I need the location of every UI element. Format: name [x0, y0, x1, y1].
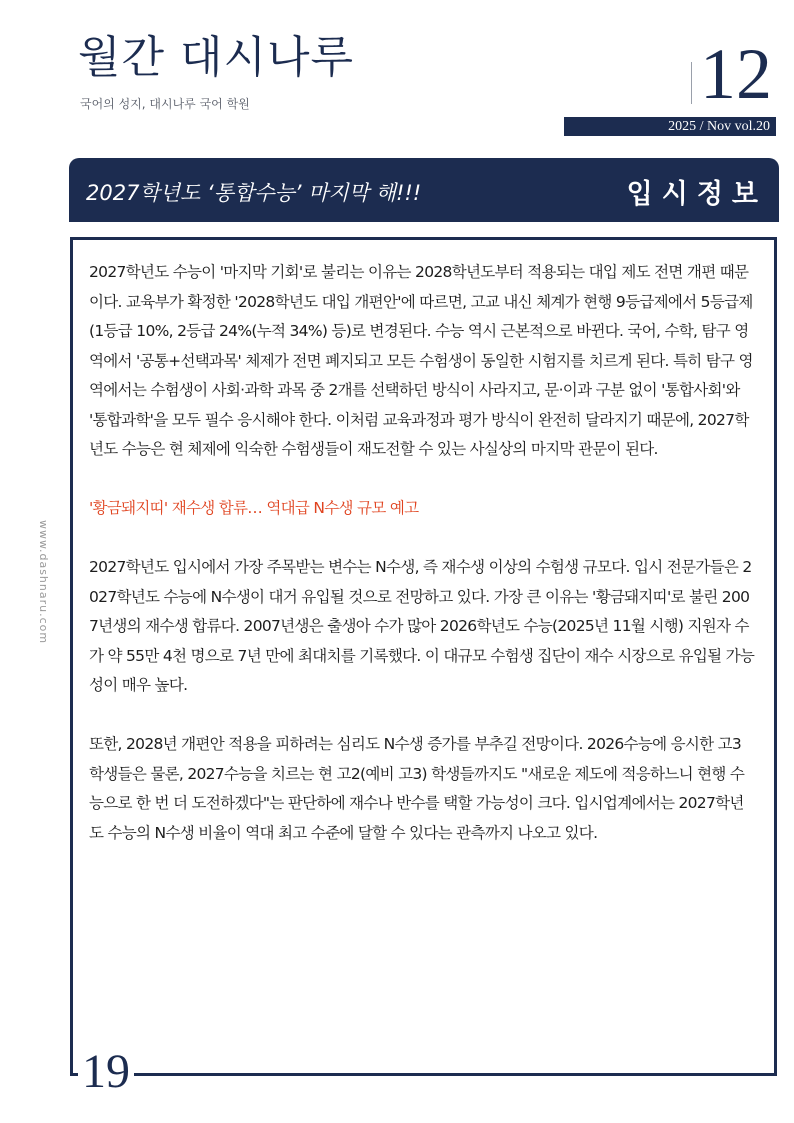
- issue-number: 12: [700, 34, 772, 114]
- website-url: www.dashnaru.com: [37, 520, 50, 645]
- issue-date-bar: 2025 / Nov vol.20: [564, 117, 776, 136]
- article-paragraph-1: 2027학년도 수능이 '마지막 기회'로 불리는 이유는 2028학년도부터 적용되는 대입 제도 전면 개편 때문이다. 교육부가 확정한 '2028학년도 대입 개편안'에 따르면, 고교 내신 체계가 현행 9등급제에서 5등급제(1등급 10%, 2등급 24%(누적 34%) 등)로 변경된다. 수능 역시 근본적으로 바뀐다. 국어, 수학, 탐구 영역에서 '공통+선택과목' 체제가 전면 폐지되고 모든 수험생이 동일한 시험지를 치르게 된다. 특히 탐구 영역에서는 수험생이 사회·과학 과목 중 2개를 선택하던 방식이 사라지고, 문·이과 구분 없이 '통합사회'와 '통합과학'을 모두 필수 응시해야 한다. 이처럼 교육과정과 평가 방식이 완전히 달라지기 때문에, 2027학년도 수능은 현 체제에 익숙한 수험생들이 재도전할 수 있는 사실상의 마지막 관문이 된다.: [89, 263, 753, 458]
- article-paragraph-2: 2027학년도 입시에서 가장 주목받는 변수는 N수생, 즉 재수생 이상의 수험생 규모다. 입시 전문가들은 2027학년도 수능에 N수생이 대거 유입될 것으로 전망하고 있다. 가장 큰 이유는 '황금돼지띠'로 불린 2007년생의 재수생 합류다. 2007년생은 출생아 수가 많아 2026학년도 수능(2025년 11월 시행) 지원자 수가 약 55만 4천 명으로 7년 만에 최대치를 기록했다. 이 대규모 수험생 집단이 재수 시장으로 유입될 가능성이 매우 높다.: [89, 558, 755, 694]
- section-label: 입시정보: [626, 179, 767, 210]
- magazine-title: 월간 대시나루: [78, 32, 355, 83]
- paragraph-spacer: [89, 524, 755, 554]
- article-body: [89, 258, 755, 848]
- paragraph-spacer: [89, 465, 755, 495]
- issue-divider: [691, 62, 692, 104]
- paragraph-spacer: [89, 701, 755, 731]
- article-subheading: '황금돼지띠' 재수생 합류… 역대급 N수생 규모 예고: [89, 499, 419, 517]
- article-title: 2027학년도 ‘통합수능’ 마지막 해!!!: [86, 181, 422, 205]
- article-paragraph-3: 또한, 2028년 개편안 적용을 피하려는 심리도 N수생 증가를 부추길 전망이다. 2026수능에 응시한 고3 학생들은 물론, 2027수능을 치르는 현 고2(예비 고3) 학생들까지도 "새로운 제도에 적응하느니 현행 수능으로 한 번 더 도전하겠다"는 판단하에 재수나 반수를 택할 가능성이 크다. 입시업계에서는 2027학년도 수능의 N수생 비율이 역대 최고 수준에 달할 수 있다는 관측까지 나오고 있다.: [89, 735, 745, 842]
- magazine-subtitle: 국어의 성지, 대시나루 국어 학원: [80, 97, 250, 111]
- article-banner: [69, 158, 779, 222]
- page-number: 19: [78, 1048, 134, 1096]
